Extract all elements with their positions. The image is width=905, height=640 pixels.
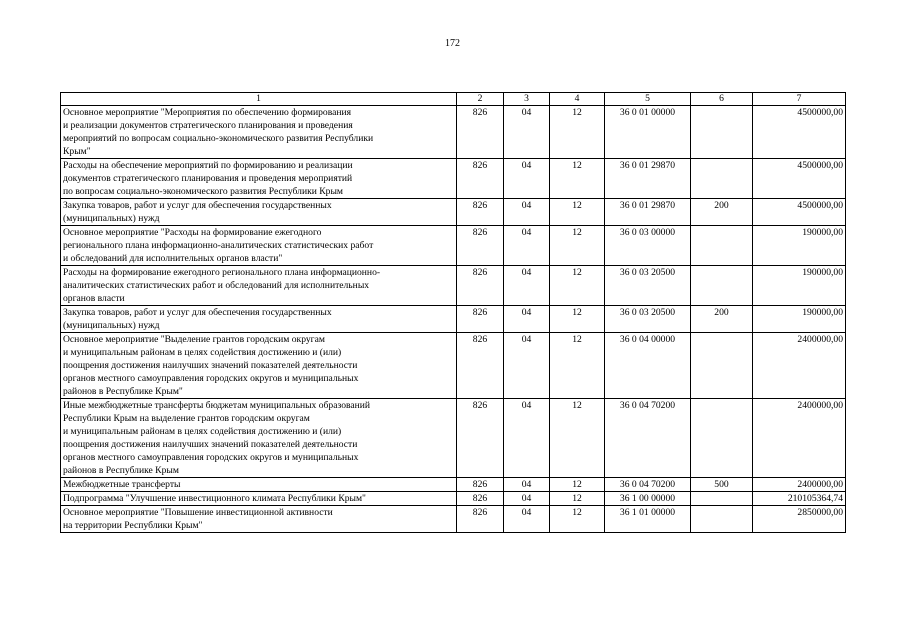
row-description: Основное мероприятие "Выделение грантов городским округам и муниципальным районам в целях содействия достижению и (или) поощрения достижения наилучших значений показателей деятельности органов местного самоуправления городских округов и муниципальных районов в Республике Крым": [61, 333, 457, 399]
subsection-code: 12: [550, 492, 605, 506]
table-row: [61, 199, 846, 226]
ministry-code: 826: [457, 106, 504, 159]
target-item-code: 36 0 01 29870: [605, 159, 691, 199]
target-item-code: 36 0 03 20500: [605, 266, 691, 306]
amount: 190000,00: [753, 306, 846, 333]
table-row: [61, 506, 846, 533]
table-row: [61, 399, 846, 478]
column-header: 3: [504, 93, 550, 106]
amount: 4500000,00: [753, 199, 846, 226]
subsection-code: 12: [550, 399, 605, 478]
amount: 2400000,00: [753, 478, 846, 492]
target-item-code: 36 0 04 70200: [605, 478, 691, 492]
ministry-code: 826: [457, 333, 504, 399]
table-row: [61, 492, 846, 506]
row-description: Подпрограмма "Улучшение инвестиционного климата Республики Крым": [61, 492, 457, 506]
amount: 2400000,00: [753, 399, 846, 478]
amount: 2400000,00: [753, 333, 846, 399]
column-header: 4: [550, 93, 605, 106]
target-item-code: 36 0 04 00000: [605, 333, 691, 399]
section-code: 04: [504, 306, 550, 333]
expense-type-code: 200: [691, 199, 753, 226]
expense-type-code: 500: [691, 478, 753, 492]
section-code: 04: [504, 333, 550, 399]
row-description: Закупка товаров, работ и услуг для обеспечения государственных (муниципальных) нужд: [61, 199, 457, 226]
ministry-code: 826: [457, 159, 504, 199]
table-row: [61, 306, 846, 333]
header-row: [61, 93, 846, 106]
subsection-code: 12: [550, 226, 605, 266]
row-description: Основное мероприятие "Повышение инвестиционной активности на территории Республики Крым": [61, 506, 457, 533]
section-code: 04: [504, 226, 550, 266]
ministry-code: 826: [457, 266, 504, 306]
subsection-code: 12: [550, 199, 605, 226]
table-row: [61, 226, 846, 266]
section-code: 04: [504, 478, 550, 492]
ministry-code: 826: [457, 226, 504, 266]
section-code: 04: [504, 399, 550, 478]
section-code: 04: [504, 266, 550, 306]
section-code: 04: [504, 506, 550, 533]
row-description: Основное мероприятие "Расходы на формирование ежегодного регионального плана информационно-аналитических статистических работ и обследований для исполнительных органов власти": [61, 226, 457, 266]
target-item-code: 36 0 01 29870: [605, 199, 691, 226]
target-item-code: 36 0 04 70200: [605, 399, 691, 478]
amount: 210105364,74: [753, 492, 846, 506]
column-header: 2: [457, 93, 504, 106]
expense-type-code: [691, 106, 753, 159]
subsection-code: 12: [550, 478, 605, 492]
ministry-code: 826: [457, 199, 504, 226]
ministry-code: 826: [457, 506, 504, 533]
section-code: 04: [504, 492, 550, 506]
row-description: Основное мероприятие "Мероприятия по обеспечению формирования и реализации документов стратегического планирования и проведения мероприятий по вопросам социально-экономического развития Республики Крым": [61, 106, 457, 159]
table-row: [61, 106, 846, 159]
expense-type-code: [691, 399, 753, 478]
column-header: 6: [691, 93, 753, 106]
subsection-code: 12: [550, 333, 605, 399]
amount: 4500000,00: [753, 106, 846, 159]
expense-type-code: [691, 266, 753, 306]
subsection-code: 12: [550, 506, 605, 533]
amount: 190000,00: [753, 226, 846, 266]
table-row: [61, 333, 846, 399]
table-row: [61, 159, 846, 199]
amount: 4500000,00: [753, 159, 846, 199]
subsection-code: 12: [550, 159, 605, 199]
ministry-code: 826: [457, 492, 504, 506]
budget-table: [60, 92, 846, 533]
target-item-code: 36 1 01 00000: [605, 506, 691, 533]
subsection-code: 12: [550, 266, 605, 306]
table-row: [61, 478, 846, 492]
column-header: 7: [753, 93, 846, 106]
column-header: 5: [605, 93, 691, 106]
section-code: 04: [504, 159, 550, 199]
ministry-code: 826: [457, 478, 504, 492]
row-description: Межбюджетные трансферты: [61, 478, 457, 492]
expense-type-code: 200: [691, 306, 753, 333]
expense-type-code: [691, 226, 753, 266]
row-description: Расходы на формирование ежегодного регионального плана информационно- аналитических статистических работ и обследований для исполнительных органов власти: [61, 266, 457, 306]
table-row: [61, 266, 846, 306]
target-item-code: 36 0 01 00000: [605, 106, 691, 159]
table-body: [61, 106, 846, 533]
amount: 190000,00: [753, 266, 846, 306]
page-number: 172: [445, 38, 460, 49]
section-code: 04: [504, 106, 550, 159]
section-code: 04: [504, 199, 550, 226]
ministry-code: 826: [457, 399, 504, 478]
expense-type-code: [691, 159, 753, 199]
ministry-code: 826: [457, 306, 504, 333]
row-description: Расходы на обеспечение мероприятий по формированию и реализации документов стратегического планирования и проведения мероприятий по вопросам социально-экономического развития Республики Крым: [61, 159, 457, 199]
subsection-code: 12: [550, 106, 605, 159]
expense-type-code: [691, 506, 753, 533]
target-item-code: 36 1 00 00000: [605, 492, 691, 506]
expense-type-code: [691, 333, 753, 399]
target-item-code: 36 0 03 00000: [605, 226, 691, 266]
expense-type-code: [691, 492, 753, 506]
row-description: Закупка товаров, работ и услуг для обеспечения государственных (муниципальных) нужд: [61, 306, 457, 333]
amount: 2850000,00: [753, 506, 846, 533]
column-header: 1: [61, 93, 457, 106]
target-item-code: 36 0 03 20500: [605, 306, 691, 333]
row-description: Иные межбюджетные трансферты бюджетам муниципальных образований Республики Крым на выделение грантов городским округам и муниципальным районам в целях содействия достижению и (или) поощрения достижения наилучших значений показателей деятельности органов местного самоуправления городских округов и муниципальных районов в Республике Крым: [61, 399, 457, 478]
subsection-code: 12: [550, 306, 605, 333]
